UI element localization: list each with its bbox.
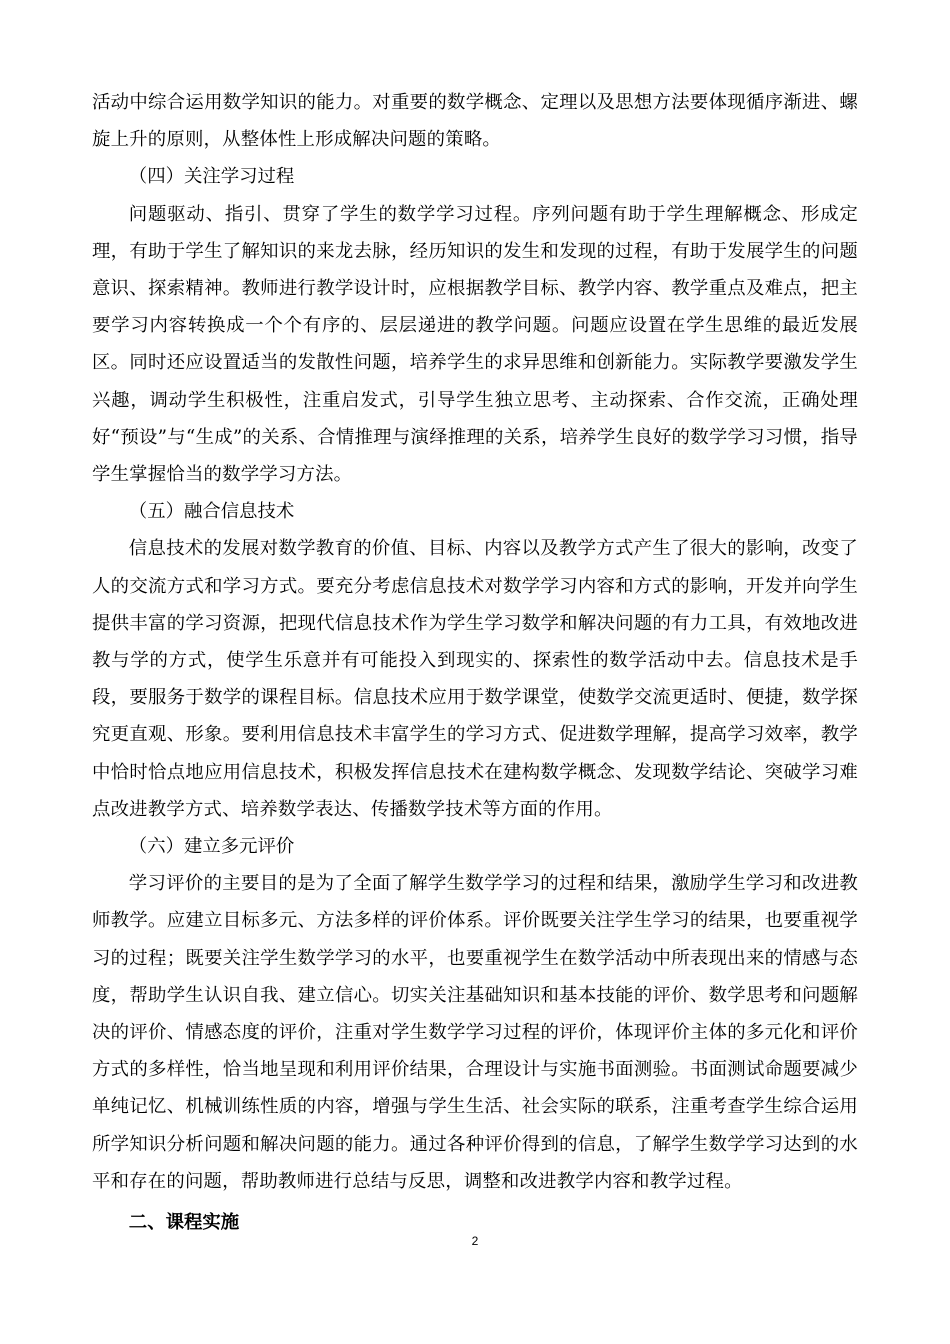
paragraph-continued: 活动中综合运用数学知识的能力。对重要的数学概念、定理以及思想方法要体现循序渐进、螺旋上升的原则，从整体性上形成解决问题的策略。 [92, 92, 858, 151]
paragraph-learning-process: 问题驱动、指引、贯穿了学生的数学学习过程。序列问题有助于学生理解概念、形成定理，有助于学生了解知识的来龙去脉，经历知识的发生和发现的过程，有助于发展学生的问题意识、探索精神。教师进行教学设计时，应根据教学目标、教学内容、教学重点及难点，把主要学习内容转换成一个个有序的、层层递进的教学问题。问题应设置在学生思维的最近发展区。同时还应设置适当的发散性问题，培养学生的求异思维和创新能力。实际教学要激发学生兴趣，调动学生积极性，注重启发式，引导学生独立思考、主动探索、合作交流，正确处理好“预设”与“生成”的关系、合情推理与演绎推理的关系，培养学生良好的数学学习习惯，指导学生掌握恰当的数学学习方法。 [92, 203, 858, 486]
paragraph-information-technology: 信息技术的发展对数学教育的价值、目标、内容以及教学方式产生了很大的影响，改变了人的交流方式和学习方式。要充分考虑信息技术对数学学习内容和方式的影响，开发并向学生提供丰富的学习资源，把现代信息技术作为学生学习数学和解决问题的有力工具，有效地改进教与学的方式，使学生乐意并有可能投入到现实的、探索性的数学活动中去。信息技术是手段，要服务于数学的课程目标。信息技术应用于数学课堂，使数学交流更适时、便捷，数学探究更直观、形象。要利用信息技术丰富学生的学习方式、促进数学理解，提高学习效率，教学中恰时恰点地应用信息技术，积极发挥信息技术在建构数学概念、发现数学结论、突破学习难点改进教学方式、培养数学表达、传播数学技术等方面的作用。 [92, 538, 858, 820]
heading-integrate-information-technology: （五）融合信息技术 [128, 501, 295, 523]
page-number: 2 [471, 1234, 479, 1248]
heading-focus-on-learning-process: （四）关注学习过程 [128, 166, 295, 188]
document-page [92, 84, 858, 1241]
paragraph-evaluation: 学习评价的主要目的是为了全面了解学生数学学习的过程和结果，激励学生学习和改进教师教学。应建立目标多元、方法多样的评价体系。评价既要关注学生学习的结果，也要重视学习的过程；既要关注学生数学学习的水平，也要重视学生在数学活动中所表现出来的情感与态度，帮助学生认识自我、建立信心。切实关注基础知识和基本技能的评价、数学思考和问题解决的评价、情感态度的评价，注重对学生数学学习过程的评价，体现评价主体的多元化和评价方式的多样性，恰当地呈现和利用评价结果，合理设计与实施书面测验。书面测试命题要减少单纯记忆、机械训练性质的内容，增强与学生生活、社会实际的联系，注重考查学生综合运用所学知识分析问题和解决问题的能力。通过各种评价得到的信息，了解学生数学学习达到的水平和存在的问题，帮助教师进行总结与反思，调整和改进教学内容和教学过程。 [92, 873, 858, 1192]
heading-multiple-evaluation: （六）建立多元评价 [128, 836, 295, 858]
section-title-course-implementation: 二、课程实施 [128, 1212, 240, 1234]
